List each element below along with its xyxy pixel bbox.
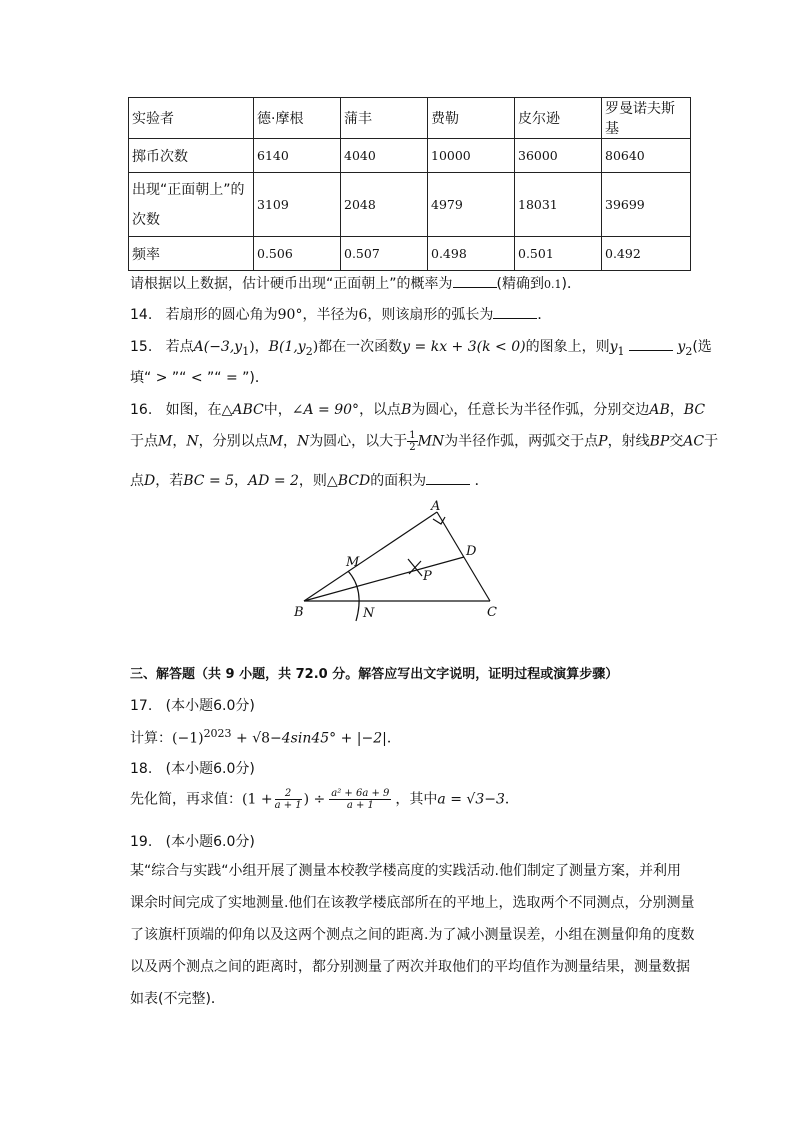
question-number: 19.	[130, 834, 153, 850]
label-D: D	[466, 544, 477, 559]
q16-text: ，以点	[359, 402, 402, 418]
subscript: 2	[685, 344, 693, 358]
label-N: N	[363, 606, 375, 621]
triangle-BCD: △BCD	[326, 473, 371, 489]
q14-radius: 6	[358, 307, 368, 323]
paragraph-line: 某“综合与实践“小组开展了测量本校教学楼高度的实践活动.他们制定了测量方案，并利用	[130, 863, 681, 879]
question-19-header	[130, 831, 255, 851]
point-B: B(1,y	[268, 339, 306, 355]
q14-text: ，则该扇形的弧长为	[367, 307, 494, 323]
table-cell: 4979	[428, 173, 515, 237]
question-number: 15.	[130, 339, 153, 355]
q15-text: 若点	[165, 339, 194, 355]
q15-text: 都在一次函数	[318, 339, 403, 355]
table-cell: 0.506	[254, 237, 341, 271]
separator: ，	[254, 339, 269, 355]
table-header-cell: 罗曼诺夫斯基	[602, 98, 691, 139]
fraction-numerator: a² + 6a + 9	[331, 788, 390, 799]
q18-text: ，其中	[395, 791, 438, 808]
ad-value: AD = 2	[248, 473, 299, 489]
var-AB: AB	[649, 402, 670, 418]
y2-var: y	[677, 339, 686, 355]
expr: −4sin45° + |−2|	[270, 730, 387, 747]
q16-text: 点	[130, 473, 144, 489]
triangle-figure	[290, 495, 510, 625]
q16-text: 为圆心，任意长为半径作弧，分别交边	[411, 402, 650, 418]
q17-label: 计算：	[130, 730, 172, 747]
side-AB	[304, 512, 437, 601]
subscript: 1	[242, 344, 250, 358]
table-header-cell: 蒲丰	[341, 98, 428, 139]
q16-text: ，射线	[607, 433, 650, 450]
table-cell: 3109	[254, 173, 341, 237]
table-cell: 36000	[515, 139, 602, 173]
separator: ，	[172, 433, 187, 450]
table-row	[129, 139, 691, 173]
section-3-title: 三、解答题（共 9 小题，共 72.0 分。解答应写出文字说明，证明过程或演算步骤）	[130, 667, 619, 682]
q13-tail-line	[130, 273, 581, 293]
q16-text: ，若	[155, 473, 184, 489]
question-18-body	[130, 788, 519, 811]
angle-A: ∠A = 90°	[291, 402, 360, 418]
fraction-numerator: 2	[275, 788, 302, 800]
fraction-denominator: 2	[409, 442, 416, 453]
table-cell: 39699	[602, 173, 691, 237]
table-cell: 2048	[341, 173, 428, 237]
q14-end: ．	[537, 307, 552, 323]
table-cell: 6140	[254, 139, 341, 173]
q16-text: ，则	[298, 473, 327, 489]
q16-text: 交	[669, 433, 684, 450]
arc-MN	[348, 571, 359, 621]
fraction-numerator: 1	[409, 430, 416, 441]
question-number: 14.	[130, 307, 153, 323]
var-AC: AC	[683, 433, 705, 450]
question-18-header	[130, 758, 255, 778]
paren: )	[249, 339, 255, 355]
label-M: M	[346, 555, 360, 570]
table-header-row	[129, 98, 691, 139]
linear-function: y = kx + 3(k < 0)	[402, 339, 526, 355]
q16-text: 于	[704, 433, 719, 450]
question-16	[130, 399, 705, 419]
expr: (1 +	[242, 791, 273, 808]
var-N: N	[296, 433, 310, 450]
score-label: (本小题6.0分)	[165, 761, 255, 777]
row-label: 掷币次数	[129, 139, 254, 173]
answer-blank	[453, 273, 497, 288]
table-header-cell: 实验者	[129, 98, 254, 139]
var-M: M	[268, 433, 283, 450]
row-label-line1: 出现“正面朝上”的	[132, 181, 245, 198]
score-label: (本小题6.0分)	[165, 834, 255, 850]
var-BP: BP	[649, 433, 670, 450]
table-cell: 0.498	[428, 237, 515, 271]
exponent: 2023	[203, 727, 232, 740]
q14-angle: 90°	[277, 307, 303, 323]
question-number: 17.	[130, 698, 153, 714]
fraction-denominator: a + 1	[346, 800, 374, 811]
q16-end: ．	[474, 473, 489, 489]
paragraph-line: 以及两个测点之间的距离时，都分别测量了两次并取他们的平均值作为测量结果，测量数据	[130, 959, 690, 975]
row-label: 频率	[129, 237, 254, 271]
coin-toss-table	[128, 97, 691, 271]
q16-text: 的面积为	[370, 473, 427, 489]
var-N: N	[186, 433, 199, 450]
table-cell: 10000	[428, 139, 515, 173]
question-15	[130, 336, 712, 358]
q15-text: 的图象上，则	[525, 339, 610, 355]
answer-blank	[426, 470, 470, 485]
fraction-denominator: a + 1	[274, 800, 302, 811]
answer-blank	[629, 336, 673, 351]
point-A: A(−3,y	[193, 339, 243, 355]
score-label: (本小题6.0分)	[165, 698, 255, 714]
a-value: a = √3−3	[437, 791, 505, 808]
q17-end: ．	[386, 730, 401, 747]
table-cell: 4040	[341, 139, 428, 173]
q16-text: 于点	[130, 433, 158, 450]
paren: )	[312, 339, 319, 355]
label-A: A	[431, 499, 441, 514]
q14-text: ，半径为	[302, 307, 359, 323]
q13-note: (精确到	[496, 276, 544, 292]
paragraph-line: 课余时间完成了实地测量.他们在该教学楼底部所在的平地上，选取两个不同测点，分别测量	[130, 895, 695, 911]
q16-text: 中，	[263, 402, 292, 418]
table-header-cell: 德·摩根	[254, 98, 341, 139]
subscript: 2	[305, 344, 313, 358]
label-P: P	[423, 569, 432, 584]
y1-var: y	[609, 339, 618, 355]
question-15-line2: 填“ > ”“ < ”“ = ”)．	[130, 370, 269, 386]
table-cell: 0.507	[341, 237, 428, 271]
q16-text: 为圆心，以大于	[309, 433, 408, 450]
question-14	[130, 304, 551, 324]
q13-text: 请根据以上数据，估计硬币出现“正面朝上”的概率为	[130, 276, 453, 292]
q14-text: 若扇形的圆心角为	[165, 307, 278, 323]
label-C: C	[487, 605, 497, 620]
question-16-line2	[130, 430, 718, 453]
ray-BP	[304, 557, 464, 601]
row-label-line2: 次数	[132, 211, 160, 228]
table-row	[129, 237, 691, 271]
expr: (−1)	[172, 730, 204, 747]
table-cell: 80640	[602, 139, 691, 173]
table-cell: 18031	[515, 173, 602, 237]
table-header-cell: 皮尔逊	[515, 98, 602, 139]
sqrt-8: √8	[252, 730, 271, 747]
var-P: P	[598, 433, 608, 450]
expr: +	[231, 730, 253, 747]
var-B: B	[401, 402, 412, 418]
separator: ，	[282, 433, 297, 450]
var-D: D	[144, 473, 156, 489]
question-16-line3	[130, 470, 489, 490]
q16-text: 如图，在	[165, 402, 222, 418]
label-B: B	[294, 605, 304, 620]
side-AC	[437, 512, 490, 601]
separator: ，	[669, 402, 684, 418]
var-BC: BC	[683, 402, 706, 418]
q18-end: ．	[504, 791, 519, 808]
paragraph-line: 如表(不完整)．	[130, 991, 225, 1007]
table-row	[129, 173, 691, 237]
half-fraction	[407, 430, 417, 453]
q18-label: 先化简，再求值：	[130, 791, 242, 808]
table-header-cell: 费勒	[428, 98, 515, 139]
question-17-body	[130, 727, 401, 748]
row-label	[129, 173, 254, 237]
expr: ) ÷	[303, 791, 326, 808]
separator: ，	[234, 473, 249, 489]
q13-note-value: 0.1	[543, 278, 562, 291]
var-MN: MN	[417, 433, 445, 450]
bc-value: BC = 5	[183, 473, 235, 489]
fraction	[275, 788, 302, 811]
paragraph-line: 了该旗杆顶端的仰角以及这两个测点之间的距离.为了减小测量误差，小组在测量仰角的度数	[130, 927, 695, 943]
var-M: M	[158, 433, 173, 450]
fraction	[329, 788, 391, 811]
table-cell: 0.501	[515, 237, 602, 271]
question-number: 18.	[130, 761, 153, 777]
question-17-header	[130, 695, 255, 715]
table-cell: 0.492	[602, 237, 691, 271]
triangle-ABC: △ABC	[221, 402, 264, 418]
question-19-body	[130, 855, 695, 1015]
q13-note-end: )．	[561, 276, 581, 292]
subscript: 1	[617, 344, 625, 358]
q16-text: 为半径作弧，两弧交于点	[444, 433, 599, 450]
question-number: 16.	[130, 402, 153, 418]
q16-text: ，分别以点	[198, 433, 269, 450]
answer-blank	[493, 304, 537, 319]
q15-text: (选	[692, 339, 712, 355]
